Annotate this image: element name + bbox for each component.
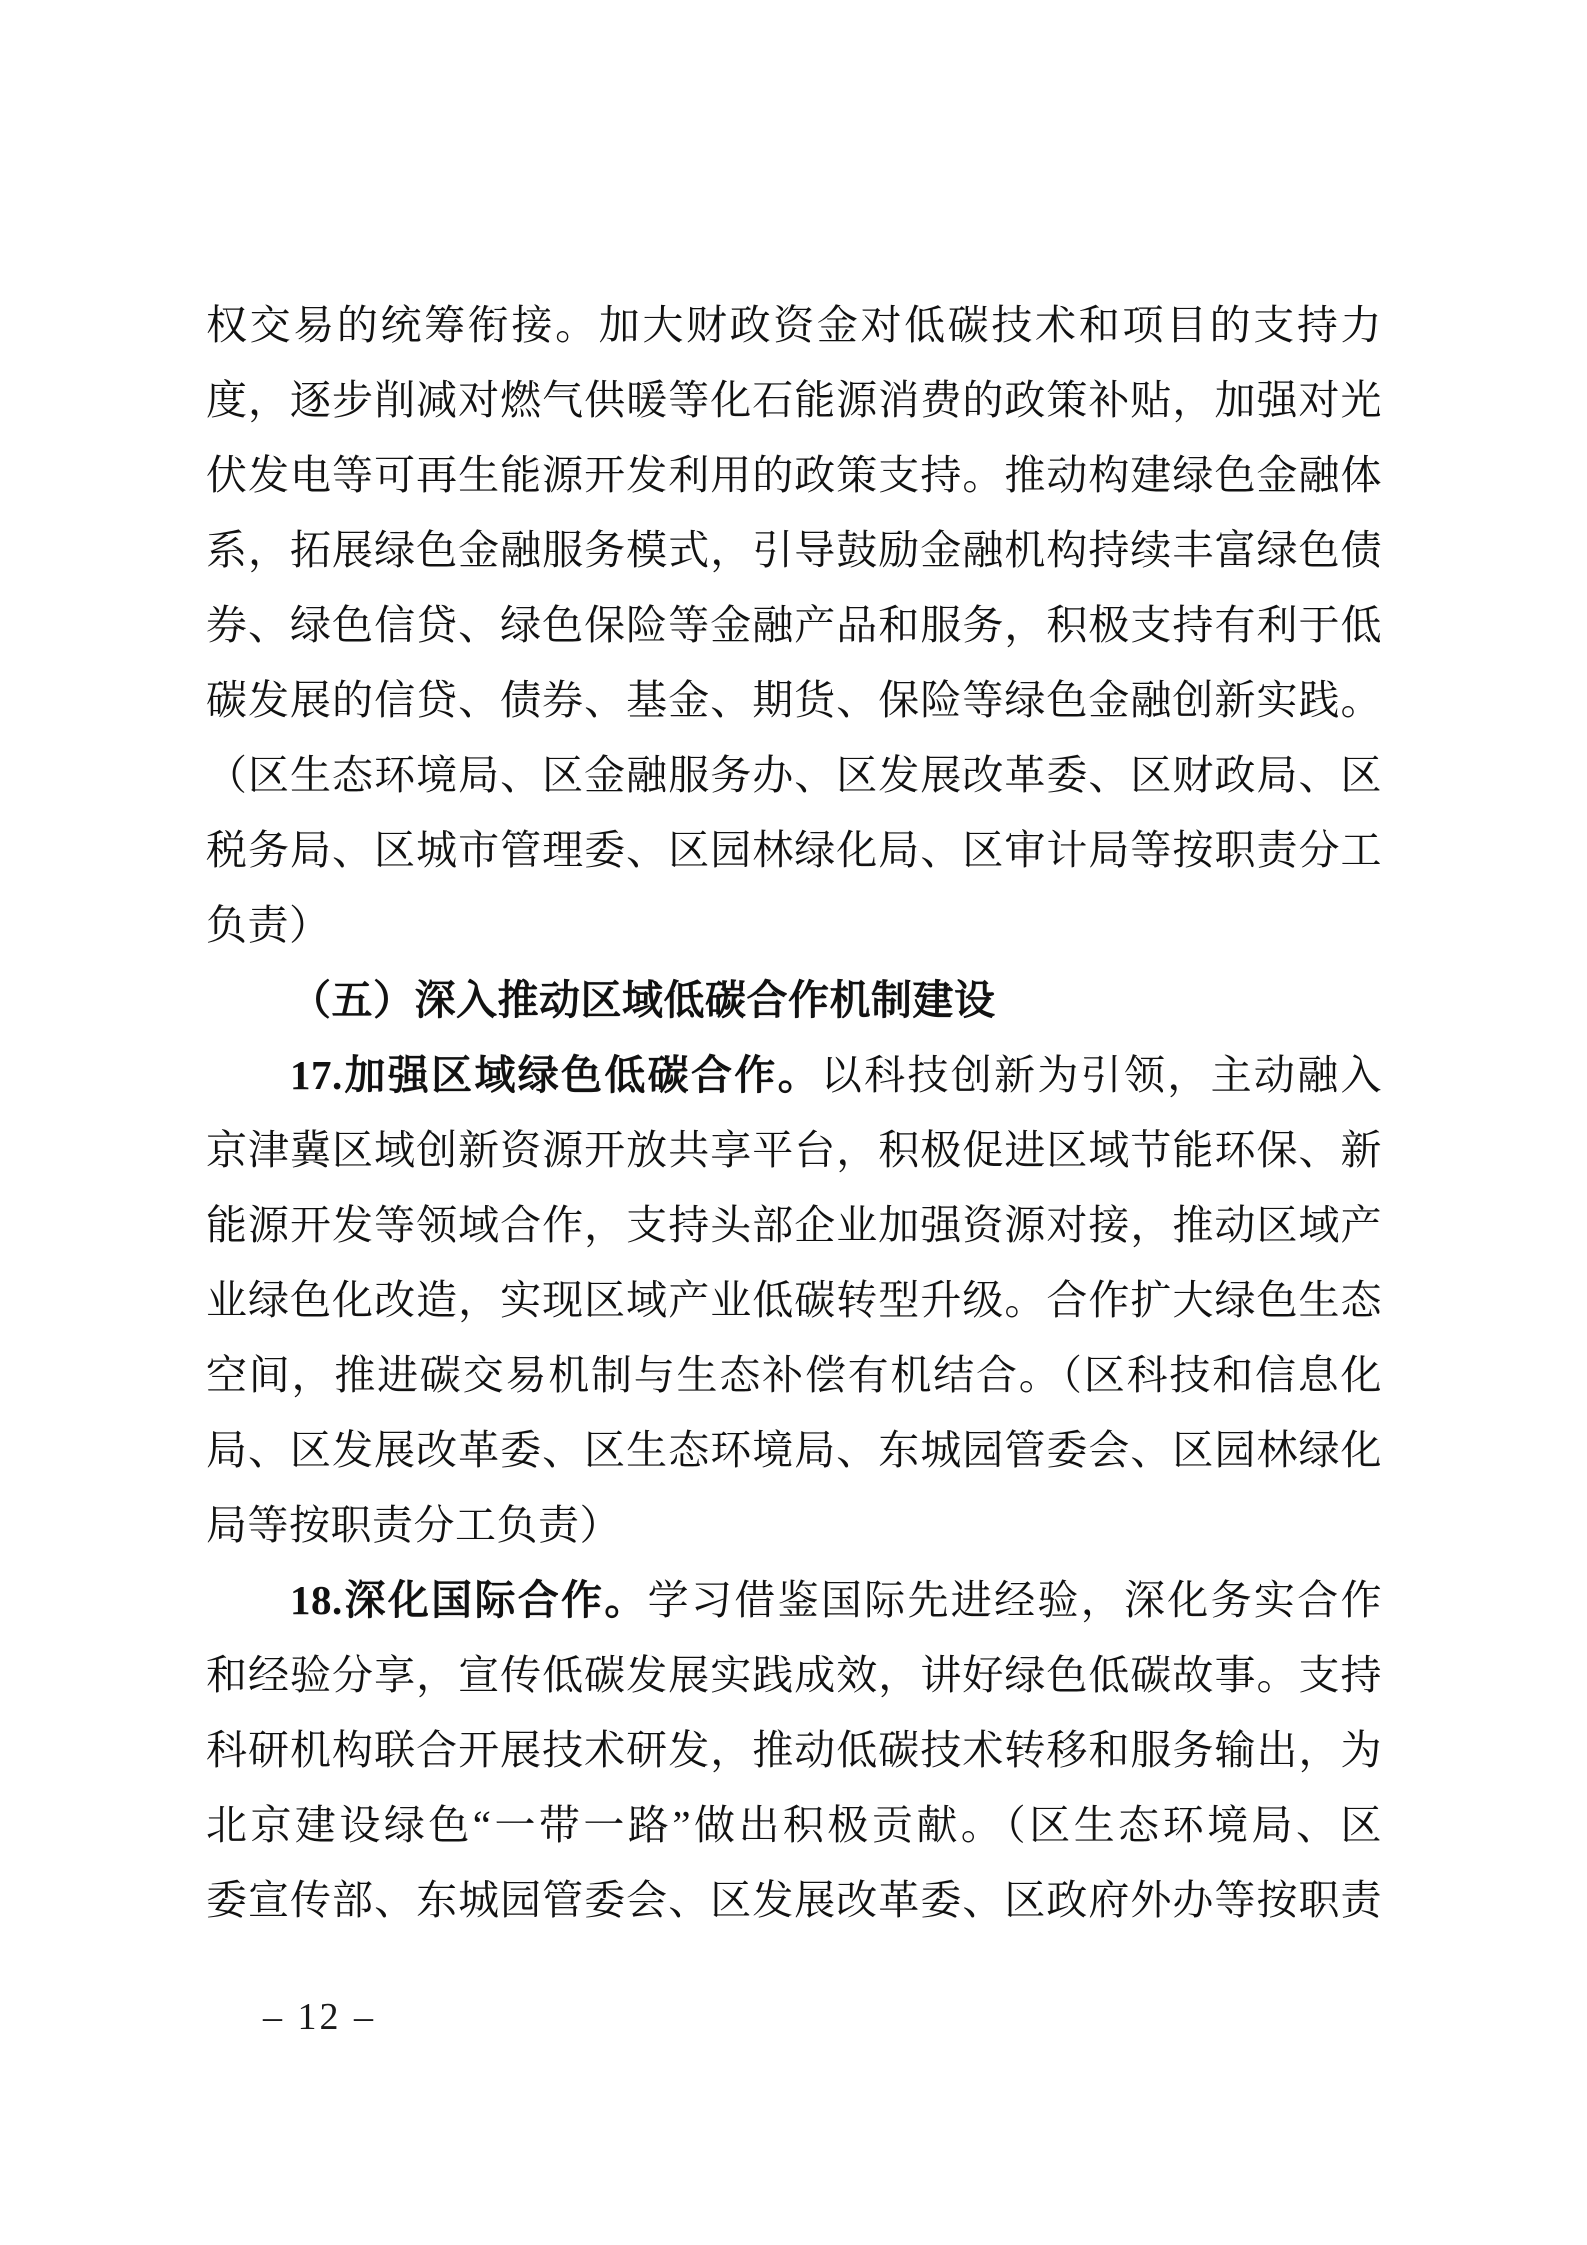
text-line: （区生态环境局、区金融服务办、区发展改革委、区财政局、区 <box>206 752 1382 798</box>
text-block <box>206 288 1382 1938</box>
text-line: 北京建设绿色“一带一路”做出积极贡献。（区生态环境局、区 <box>206 1802 1382 1848</box>
text-line: 税务局、区城市管理委、区园林绿化局、区审计局等按职责分工 <box>206 827 1382 873</box>
text-line: 委宣传部、东城园管委会、区发展改革委、区政府外办等按职责 <box>206 1877 1382 1923</box>
text-line: 伏发电等可再生能源开发利用的政策支持。推动构建绿色金融体 <box>206 452 1382 498</box>
text-line <box>206 1038 1382 1113</box>
text-line: 局、区发展改革委、区生态环境局、东城园管委会、区园林绿化 <box>206 1427 1382 1473</box>
text-line: 券、绿色信贷、绿色保险等金融产品和服务，积极支持有利于低 <box>206 602 1382 648</box>
text-line: 能源开发等领域合作，支持头部企业加强资源对接，推动区域产 <box>206 1202 1382 1248</box>
text-line: 度，逐步削减对燃气供暖等化石能源消费的政策补贴，加强对光 <box>206 377 1382 423</box>
text-line: 科研机构联合开展技术研发，推动低碳技术转移和服务输出，为 <box>206 1727 1382 1773</box>
section-heading: （五）深入推动区域低碳合作机制建设 <box>290 977 996 1023</box>
text-line: 负责） <box>206 902 331 948</box>
text-line: 空间，推进碳交易机制与生态补偿有机结合。（区科技和信息化 <box>206 1352 1382 1398</box>
text-line: 和经验分享，宣传低碳发展实践成效，讲好绿色低碳故事。支持 <box>206 1652 1382 1698</box>
text-line: 系，拓展绿色金融服务模式，引导鼓励金融机构持续丰富绿色债 <box>206 527 1382 573</box>
text-line: 局等按职责分工负责） <box>206 1502 621 1548</box>
text-line: 京津冀区域创新资源开放共享平台，积极促进区域节能环保、新 <box>206 1127 1382 1173</box>
item-body-text: 学习借鉴国际先进经验，深化务实合作 <box>647 1577 1383 1623</box>
text-line: 碳发展的信贷、债券、基金、期货、保险等绿色金融创新实践。 <box>206 677 1382 723</box>
text-line: 业绿色化改造，实现区域产业低碳转型升级。合作扩大绿色生态 <box>206 1277 1382 1323</box>
page-number: – 12 – <box>263 1996 376 2038</box>
text-line: 权交易的统筹衔接。加大财政资金对低碳技术和项目的支持力 <box>206 302 1382 348</box>
item-body-text: 以科技创新为引领，主动融入 <box>820 1052 1382 1098</box>
item-number-lead: 17.加强区域绿色低碳合作。 <box>290 1052 821 1098</box>
text-line <box>206 1563 1382 1638</box>
item-number-lead: 18.深化国际合作。 <box>290 1577 648 1623</box>
